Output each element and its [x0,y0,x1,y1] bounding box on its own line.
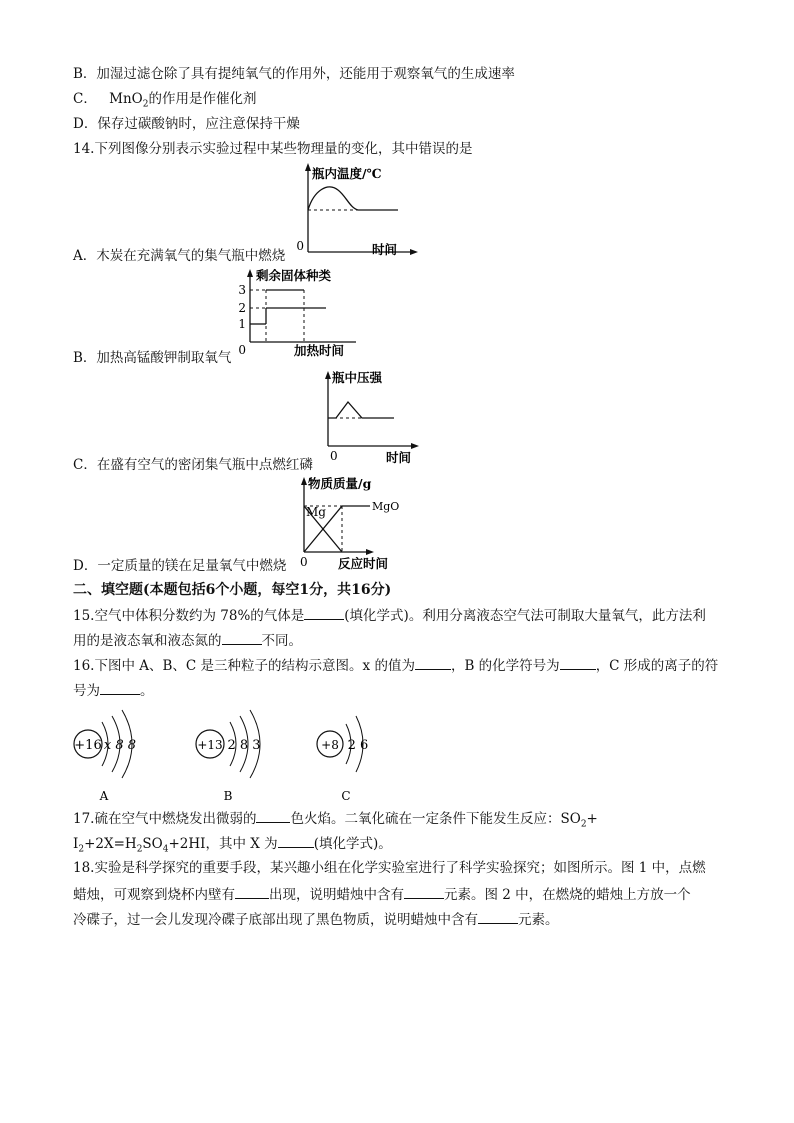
q17-text-2: 色火焰。二氧化硫在一定条件下能发生反应：SO [290,811,581,827]
q17-text-5: +2X=H [84,836,137,852]
q17-line-1 [73,809,598,834]
graph-b-tick-3: 3 [238,283,246,297]
q14-option-c: C．在盛有空气的密闭集气瓶中点燃红磷 [73,457,313,473]
q17-line-2 [73,834,392,859]
q18-line-1: 18.实验是科学探究的重要手段，某兴趣小组在化学实验室进行了科学实验探究；如图所示。图 1 中，点燃 [73,860,706,876]
q16-blank-1[interactable] [415,656,451,670]
graph-c-xlabel: 时间 [386,450,412,465]
q18-line-3 [73,910,559,929]
q17-sub-3: 2 [136,844,143,855]
q18-blank-2[interactable] [404,885,444,899]
mno2-subscript: 2 [142,99,149,110]
graph-b-tick-1: 1 [238,317,246,331]
q15-line-1 [73,606,706,625]
section-2-heading: 二、填空题(本题包括6个小题，每空1分，共16分) [73,582,392,598]
atom-b-shells: 2 8 3 [227,738,261,753]
graph-b [236,266,376,358]
q18-text-3: 元素。图 2 中，在燃烧的蜡烛上方放一个 [444,887,691,903]
q18-text-2: 出现，说明蜡烛中含有 [269,887,404,903]
atom-diagram-b [194,708,304,804]
graph-d-xlabel: 反应时间 [338,556,389,571]
atom-c-nucleus: +8 [321,738,339,752]
q18-text-5: 元素。 [518,912,559,928]
q16-line-1 [73,656,718,675]
graph-b-ylabel: 剩余固体种类 [256,268,332,283]
q13-option-d: D．保存过碳酸钠时，应注意保持干燥 [73,116,300,132]
q17-blank-1[interactable] [256,809,290,823]
graph-b-tick-2: 2 [238,301,246,315]
graph-a-origin: 0 [296,239,304,253]
q13-option-b: B．加湿过滤仓除了具有提纯氧气的作用外，还能用于观察氧气的生成速率 [73,66,515,82]
q16-blank-2[interactable] [560,656,596,670]
q18-blank-1[interactable] [235,885,269,899]
q15-text-4: 不同。 [261,633,302,649]
graph-d-series-mgo: MgO [372,500,400,513]
graph-c [316,368,426,464]
graph-c-origin: 0 [330,449,338,463]
q14-option-a: A．木炭在充满氧气的集气瓶中燃烧 [73,248,286,264]
q17-blank-2[interactable] [278,834,314,848]
q16-text-1: 16.下图中 A、B、C 是三种粒子的结构示意图。x 的值为 [73,658,415,674]
q16-text-4: 号为 [73,683,100,699]
graph-a-xlabel: 时间 [372,242,398,257]
atom-a-shells: x 8 8 [103,738,137,753]
q17-text-7: +2HI，其中 X 为 [168,836,278,852]
graph-a [290,160,420,260]
q17-text-3: + [586,811,598,827]
atom-a-nucleus: +16 [74,738,102,753]
q17-text-8: (填化学式)。 [313,836,392,852]
q14-stem: 14.下列图像分别表示实验过程中某些物理量的变化，其中错误的是 [73,141,473,157]
graph-d-origin: 0 [300,555,308,569]
q17-text-4: I [73,836,79,852]
q17-sub-1: 2 [580,819,587,830]
q15-blank-1[interactable] [304,606,344,620]
q16-line-2 [73,681,154,700]
mno2-formula: MnO [109,91,143,107]
q15-text-3: 用的是液态氧和液态氮的 [73,633,222,649]
graph-b-origin: 0 [238,343,246,357]
graph-c-ylabel: 瓶中压强 [332,370,383,385]
atom-diagram-a [68,708,178,804]
q15-text-2: (填化学式)。利用分离液态空气法可制取大量氧气，此方法利 [344,608,706,624]
q17-sub-4: 4 [162,844,169,855]
graph-d [290,474,420,570]
atom-diagram-c [312,708,402,804]
q14-option-d: D．一定质量的镁在足量氧气中燃烧 [73,558,287,574]
atom-c-label: C [341,789,351,803]
q15-line-2 [73,631,302,650]
graph-d-ylabel: 物质质量/g [308,476,372,491]
graph-b-xlabel: 加热时间 [294,343,345,358]
q17-text-6: SO [142,836,163,852]
q18-text-1: 蜡烛，可观察到烧杯内壁有 [73,887,235,903]
q13-option-c-prefix: C． [73,91,97,107]
graph-d-series-mg: Mg [306,505,326,519]
q16-text-3: ，C 形成的离子的符 [595,658,719,674]
q15-blank-2[interactable] [222,631,262,645]
q15-text-1: 15.空气中体积分数约为 78%的气体是 [73,608,305,624]
atom-b-label: B [223,789,233,803]
q16-blank-3[interactable] [100,681,140,695]
q18-blank-3[interactable] [478,910,518,924]
atom-b-nucleus: +13 [197,738,223,752]
q13-option-c [73,90,256,114]
atom-c-shells: 2 6 [347,738,369,753]
q13-option-c-text: 的作用是作催化剂 [148,91,257,107]
q18-line-2 [73,885,691,904]
q14-option-b: B．加热高锰酸钾制取氧气 [73,350,232,366]
q17-text-1: 17.硫在空气中燃烧发出微弱的 [73,811,257,827]
graph-a-ylabel: 瓶内温度/℃ [312,166,382,181]
q16-text-5: 。 [140,683,154,699]
q16-text-2: ，B 的化学符号为 [450,658,560,674]
atom-a-label: A [99,789,109,803]
q17-sub-2: 2 [78,844,85,855]
q18-text-4: 冷碟子，过一会儿发现冷碟子底部出现了黑色物质，说明蜡烛中含有 [73,912,478,928]
